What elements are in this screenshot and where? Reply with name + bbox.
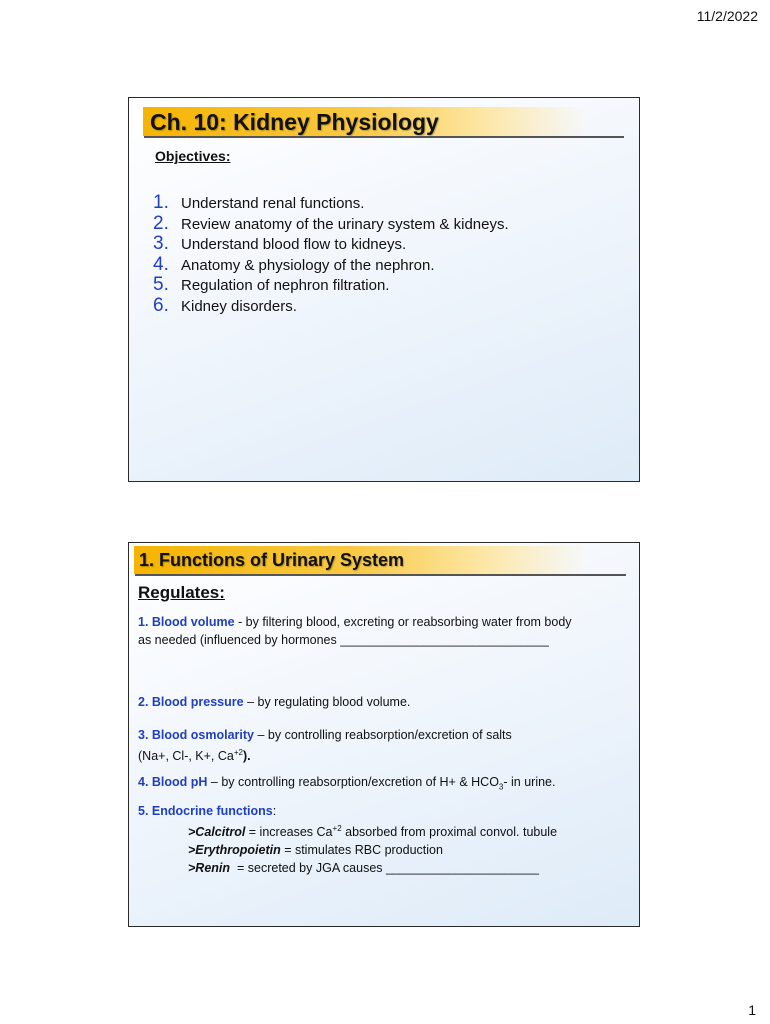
objective-item <box>153 192 509 213</box>
blood-pressure-text: – by regulating blood volume. <box>243 695 411 709</box>
endocrine-functions-item <box>138 802 557 877</box>
salts-list: (Na+, Cl-, K+, Ca <box>138 749 234 764</box>
objective-item <box>153 295 509 316</box>
erythropoietin-label: >Erythropoietin <box>188 843 281 858</box>
renin-line <box>138 859 557 877</box>
objective-item <box>153 233 509 254</box>
salts-list-end: ). <box>243 749 251 764</box>
blood-osmolarity-text: – by controlling reabsorption/excretion of salts <box>254 728 512 742</box>
slide-title: Ch. 10: Kidney Physiology <box>150 109 439 135</box>
bicarbonate-subscript: 3 <box>498 782 504 792</box>
slide-title-bar <box>134 546 627 574</box>
objectives-label: Objectives: <box>155 148 231 164</box>
objective-number: 6. <box>153 294 169 316</box>
slide-title-bar <box>143 107 625 136</box>
objective-text: Regulation of nephron filtration. <box>181 277 390 294</box>
objective-item <box>153 213 509 234</box>
objective-number: 2. <box>153 212 169 234</box>
objective-text: Anatomy & physiology of the nephron. <box>181 256 435 274</box>
blood-volume-text: - by filtering blood, excreting or reabsorbing water from body <box>234 615 572 629</box>
objective-number: 1. <box>153 192 169 213</box>
calcitrol-line <box>138 820 557 841</box>
objective-text: Understand blood flow to kidneys. <box>181 236 407 253</box>
blood-ph-item <box>138 773 555 797</box>
slide-urinary-functions <box>128 542 640 927</box>
blood-ph-text-end: - in urine. <box>503 775 556 789</box>
objective-text: Understand renal functions. <box>181 195 365 212</box>
blood-volume-heading: 1. Blood volume <box>138 615 235 629</box>
blood-osmolarity-item <box>138 726 512 765</box>
calcium-charge: +2 <box>233 748 243 757</box>
objective-number: 5. <box>153 274 169 295</box>
objective-number: 3. <box>153 233 169 254</box>
calcitrol-label: >Calcitrol <box>188 825 246 840</box>
objective-item <box>153 254 509 275</box>
endocrine-colon: : <box>272 804 277 818</box>
blood-pressure-item <box>138 693 410 711</box>
objective-item <box>153 274 509 295</box>
calcitrol-charge: +2 <box>332 824 342 833</box>
renin-text: = secreted by JGA causes ______________________ <box>230 861 539 876</box>
objective-text: Kidney disorders. <box>181 297 297 315</box>
objective-text: Review anatomy of the urinary system & kidneys. <box>181 215 509 233</box>
objective-number: 4. <box>153 253 169 275</box>
objectives-list <box>153 192 509 315</box>
calcitrol-text: = increases Ca <box>245 825 333 840</box>
blood-osmolarity-heading: 3. Blood osmolarity <box>138 728 254 742</box>
calcitrol-text-end: absorbed from proximal convol. tubule <box>341 825 558 840</box>
slide-title: 1. Functions of Urinary System <box>139 550 405 570</box>
renin-label: >Renin <box>188 861 231 876</box>
print-date: 11/2/2022 <box>696 8 758 24</box>
page-number: 1 <box>748 1002 756 1018</box>
blood-volume-item <box>138 613 572 649</box>
blood-ph-text: – by controlling reabsorption/excretion of H+ & HCO <box>207 775 499 789</box>
blood-ph-heading: 4. Blood pH <box>138 775 208 789</box>
erythropoietin-text: = stimulates RBC production <box>280 843 443 858</box>
regulates-label: Regulates: <box>138 583 225 602</box>
erythropoietin-line <box>138 841 557 859</box>
blood-volume-line2: as needed (influenced by hormones ______________________________ <box>138 633 549 647</box>
endocrine-heading: 5. Endocrine functions <box>138 804 273 818</box>
blood-pressure-heading: 2. Blood pressure <box>138 695 244 709</box>
slide-kidney-physiology <box>128 97 640 482</box>
